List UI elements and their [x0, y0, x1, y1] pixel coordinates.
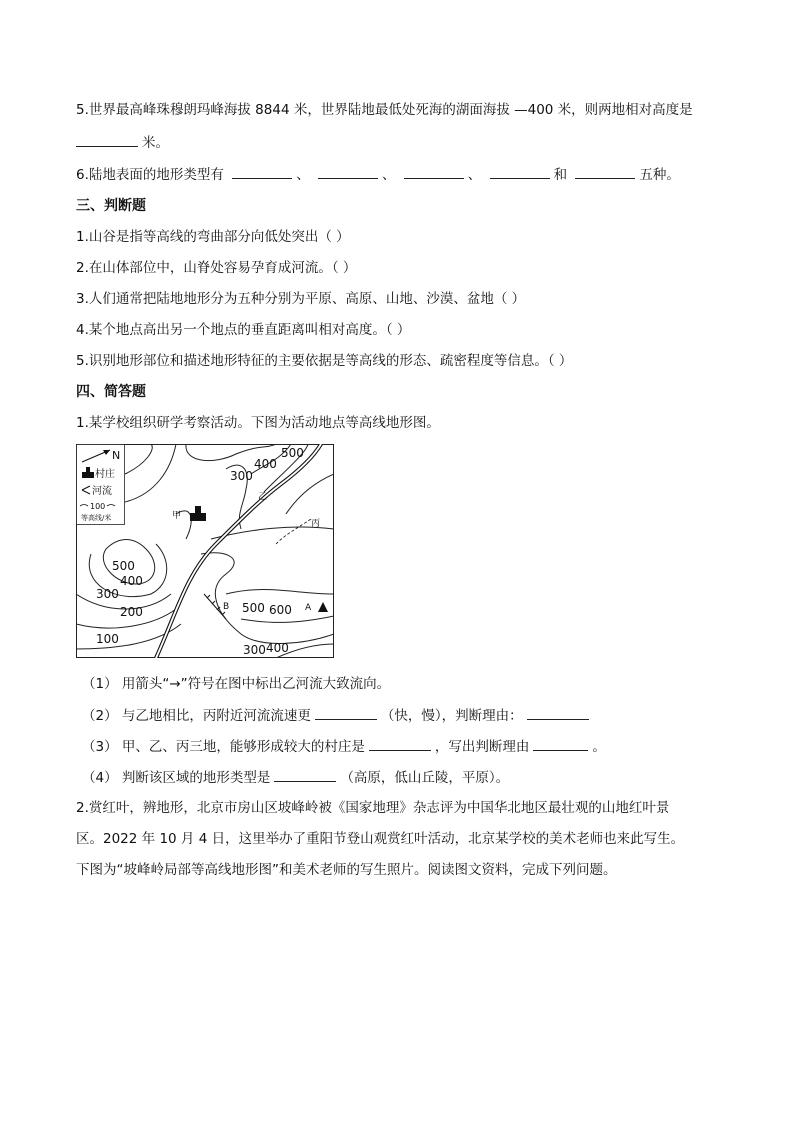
section-4-title: 四、简答题 — [76, 384, 146, 400]
q6-sep: 、 — [381, 167, 396, 183]
question-5 — [76, 100, 734, 120]
sub2-text-b: （快，慢），判断理由： — [380, 708, 523, 724]
contour-label-400-top: 400 — [254, 457, 277, 471]
sub2-text-a: （2） 与乙地相比，丙附近河流流速更 — [82, 708, 311, 724]
contour-unit-label: 等高线/米 — [81, 514, 112, 522]
q6-blank-2[interactable] — [318, 164, 378, 179]
sub-question-1: （1） 用箭头“→”符号在图中标出乙河流大致流向。 — [82, 676, 391, 692]
contour-label-300-bottom: 300 — [243, 643, 266, 657]
q6-and: 和 — [553, 167, 568, 183]
label-yi: 乙 — [258, 492, 268, 502]
contour-label-300-left: 300 — [96, 587, 119, 601]
judge-item-2: 2.在山体部位中，山脊处容易孕育成河流。（ ） — [76, 260, 357, 276]
contour-label-300-top: 300 — [230, 469, 253, 483]
q6-sep: 、 — [296, 167, 310, 183]
short-q2-line-3: 下图为“坡峰岭局部等高线地形图”和美术老师的写生照片。阅读图文资料，完成下列问题。 — [76, 862, 617, 878]
contour-legend-value: 100 — [90, 502, 106, 511]
sub4-text-a: （4） 判断该区域的地形类型是 — [82, 770, 271, 786]
sub4-text-b: （高原，低山丘陵，平原）。 — [340, 770, 510, 786]
question-5-cont — [76, 132, 734, 153]
section-3-title: 三、判断题 — [76, 198, 146, 214]
question-6 — [76, 164, 734, 185]
q6-blank-4[interactable] — [490, 164, 550, 179]
q6-blank-5[interactable] — [575, 164, 635, 179]
contour-label-200: 200 — [120, 605, 143, 619]
river-legend-label: 河流 — [92, 486, 112, 497]
q6-blank-1[interactable] — [232, 164, 292, 179]
contour-label-500-left: 500 — [112, 559, 135, 573]
village-legend-label: 村庄 — [95, 469, 115, 480]
q6-blank-3[interactable] — [404, 164, 464, 179]
contour-label-100: 100 — [96, 632, 119, 646]
map-legend — [77, 445, 125, 525]
sub4-blank[interactable] — [274, 767, 336, 782]
sub2-blank-2[interactable] — [527, 705, 589, 720]
short-q1-intro: 1.某学校组织研学考察活动。下图为活动地点等高线地形图。 — [76, 415, 440, 431]
contour-label-500-right: 500 — [242, 601, 265, 615]
contour-map — [76, 444, 334, 658]
contour-label-400-bottom: 400 — [266, 641, 289, 655]
sub-question-3 — [82, 736, 734, 757]
label-jia: 甲 — [172, 511, 182, 521]
judge-item-5: 5.识别地形部位和描述地形特征的主要依据是等高线的形态、疏密程度等信息。（ ） — [76, 353, 573, 369]
sub3-blank-1[interactable] — [369, 736, 431, 751]
judge-item-3: 3.人们通常把陆地地形分为五种分别为平原、高原、山地、沙漠、盆地（ ） — [76, 291, 526, 307]
judge-item-4: 4.某个地点高出另一个地点的垂直距离叫相对高度。（ ） — [76, 322, 411, 338]
label-bing: 丙 — [311, 519, 321, 529]
q6-tail: 五种。 — [639, 167, 680, 183]
contour-label-500-top: 500 — [281, 446, 304, 460]
north-label: N — [112, 449, 121, 462]
q5-text: 5.世界最高峰珠穆朗玛峰海拔 8844 米，世界陆地最低处死海的湖面海拔 —400 米，则两地相对高度是 — [76, 102, 693, 118]
sub3-blank-2[interactable] — [533, 736, 588, 751]
sub3-text-c: 。 — [592, 739, 606, 755]
sub-question-4 — [82, 767, 734, 788]
q6-text: 6.陆地表面的地形类型有 — [76, 167, 224, 183]
judge-item-1: 1.山谷是指等高线的弯曲部分向低处突出（ ） — [76, 229, 350, 245]
contour-label-600: 600 — [269, 603, 292, 617]
sub-question-2 — [82, 705, 734, 726]
sub3-text-b: ，写出判断理由 — [434, 739, 530, 755]
short-q2-line-1: 2.赏红叶，辨地形，北京市房山区坡峰岭被《国家地理》杂志评为中国华北地区最壮观的山地红叶景 — [76, 800, 670, 816]
q5-answer-blank[interactable] — [76, 132, 138, 147]
short-q2-line-2: 区。2022 年 10 月 4 日，这里举办了重阳节登山观赏红叶活动，北京某学校的美术老师也来此写生。 — [76, 831, 685, 847]
contour-label-400-left: 400 — [120, 574, 143, 588]
sub3-text-a: （3） 甲、乙、丙三地，能够形成较大的村庄是 — [82, 739, 365, 755]
q5-unit: 米。 — [142, 135, 169, 151]
q6-sep: 、 — [467, 167, 482, 183]
label-b: B — [223, 602, 230, 612]
sub2-blank-1[interactable] — [315, 705, 377, 720]
label-a: A — [305, 603, 312, 613]
